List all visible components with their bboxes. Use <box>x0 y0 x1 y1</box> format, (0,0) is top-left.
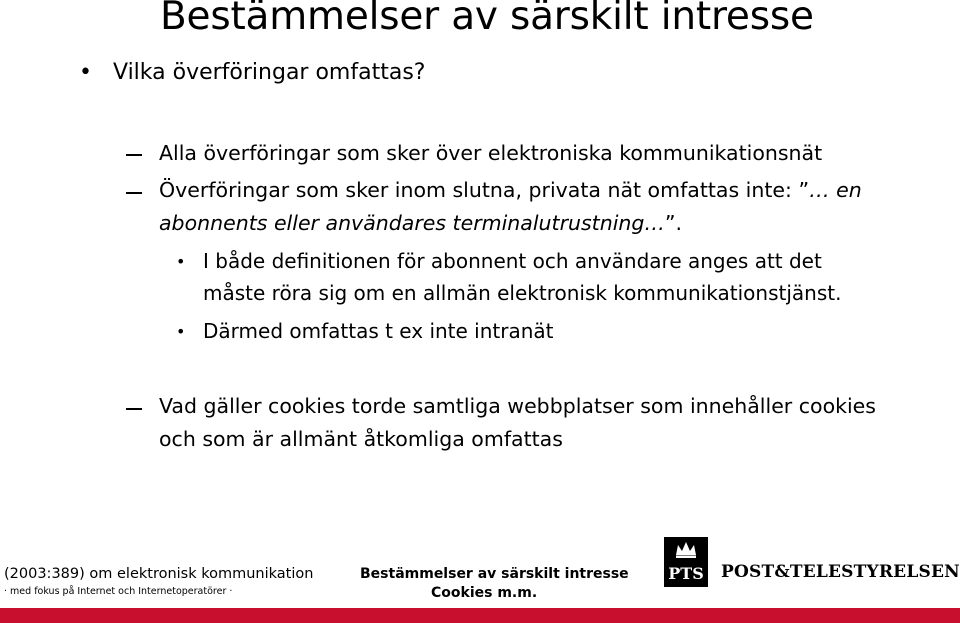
dash-item-1: Alla överföringar som sker över elektroniska kommunikationsnät <box>159 141 823 165</box>
footer-law-title: (2003:389) om elektronisk kommunikation <box>4 566 314 582</box>
dash-marker <box>126 192 142 194</box>
footer-law-subtitle: · med fokus på Internet och Internetoperatörer · <box>4 586 233 597</box>
bullet-marker: • <box>79 60 92 85</box>
pts-logo-letters: PTS <box>668 564 704 583</box>
pts-logo-name: POST&TELESTYRELSEN <box>721 562 960 582</box>
sub-bullet-2-line1: Därmed omfattas t ex inte intranät <box>203 319 554 343</box>
crown-icon <box>664 537 708 587</box>
slide-title: Bestämmelser av särskilt intresse <box>160 0 814 39</box>
dash-marker <box>126 154 142 156</box>
sub-bullet-1-line1: I både definitionen för abonnent och användare anges att det <box>203 249 822 273</box>
cookies-item-line2: och som är allmänt åtkomliga omfattas <box>159 427 563 451</box>
dash-item-2-italic-a: … en <box>809 178 862 202</box>
question-text: Vilka överföringar omfattas? <box>113 60 426 85</box>
dash-marker <box>126 408 142 410</box>
sub-bullet-marker: • <box>176 322 186 341</box>
sub-bullet-1-line2: måste röra sig om en allmän elektronisk kommunikationstjänst. <box>203 281 842 305</box>
dash-item-2-lead: Överföringar som sker inom slutna, privata nät omfattas inte: ” <box>159 178 810 202</box>
cookies-item-line1: Vad gäller cookies torde samtliga webbplatser som innehåller cookies <box>159 394 876 418</box>
footer-bar <box>0 608 960 623</box>
sub-bullet-marker: • <box>176 252 186 271</box>
pts-logo-emblem <box>664 537 708 587</box>
dash-item-2-cont <box>159 207 682 240</box>
footer-section-title: Bestämmelser av särskilt intresse <box>360 566 629 582</box>
dash-item-2 <box>159 174 862 207</box>
dash-item-2-tail: ”. <box>664 211 683 235</box>
footer-section-subtitle: Cookies m.m. <box>431 585 538 601</box>
dash-item-2-italic-b: abonnents eller användares terminalutrustning… <box>159 211 665 235</box>
